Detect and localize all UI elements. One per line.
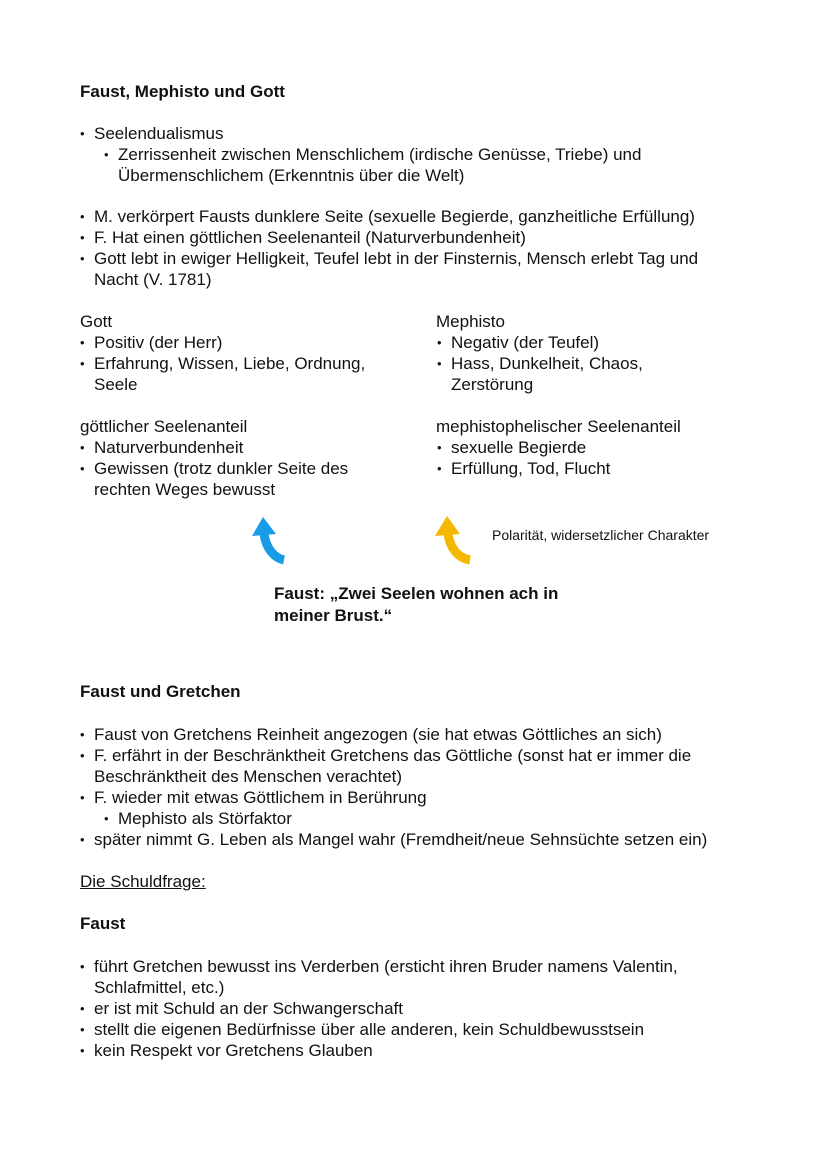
list-item: • F. erfährt in der Beschränktheit Gretchens das Göttliche (sonst hat er immer die (80, 746, 692, 765)
quote-line: meiner Brust.“ (274, 606, 393, 625)
section-heading-faust-und-gretchen: Faust und Gretchen (80, 682, 241, 701)
list-item-continuation: Zerstörung (451, 375, 534, 394)
list-item-continuation: Seele (94, 375, 138, 394)
list-item: • stellt die eigenen Bedürfnisse über alle anderen, kein Schuldbewusstsein (80, 1020, 645, 1039)
list-item: • Negativ (der Teufel) (437, 333, 600, 352)
list-item: • sexuelle Begierde (437, 438, 587, 457)
list-item: • F. Hat einen göttlichen Seelenanteil (Naturverbundenheit) (80, 228, 526, 247)
list-item: • später nimmt G. Leben als Mangel wahr (Fremdheit/neue Sehnsüchte setzen ein) (80, 830, 708, 849)
column-subtitle-goettlicher-seelenanteil: göttlicher Seelenanteil (80, 417, 248, 436)
arrow-annotation: Polarität, widersetzlicher Charakter (492, 527, 710, 543)
list-item-continuation: rechten Weges bewusst (94, 480, 276, 499)
quote-line: Faust: „Zwei Seelen wohnen ach in (274, 584, 559, 603)
list-item: • Naturverbundenheit (80, 438, 244, 457)
list-item: • Erfahrung, Wissen, Liebe, Ordnung, (80, 354, 366, 373)
list-item: • Faust von Gretchens Reinheit angezogen (sie hat etwas Göttliches an sich) (80, 725, 662, 744)
list-item-continuation: Beschränktheit des Menschen verachtet) (94, 767, 403, 786)
column-subtitle-mephistophelischer-seelenanteil: mephistophelischer Seelenanteil (436, 417, 681, 436)
list-item-continuation: Nacht (V. 1781) (94, 270, 212, 289)
list-item: • er ist mit Schuld an der Schwangerschaft (80, 999, 403, 1018)
list-item: • führt Gretchen bewusst ins Verderben (ersticht ihren Bruder namens Valentin, (80, 957, 678, 976)
list-item: • F. wieder mit etwas Göttlichem in Berührung (80, 788, 427, 807)
curved-arrow-up-yellow-icon (426, 508, 476, 568)
list-item: • Mephisto als Störfaktor (104, 809, 292, 828)
list-item: • Seelendualismus (80, 124, 224, 143)
list-item: • Erfüllung, Tod, Flucht (437, 459, 611, 478)
list-item: • Hass, Dunkelheit, Chaos, (437, 354, 643, 373)
list-item: • kein Respekt vor Gretchens Glauben (80, 1041, 373, 1060)
list-item: • Zerrissenheit zwischen Menschlichem (irdische Genüsse, Triebe) und (104, 145, 642, 164)
list-item: • Gott lebt in ewiger Helligkeit, Teufel lebt in der Finsternis, Mensch erlebt Tag und (80, 249, 699, 268)
list-item: • Gewissen (trotz dunkler Seite des (80, 459, 349, 478)
column-title-mephisto: Mephisto (436, 312, 505, 331)
section-heading-faust-mephisto-gott: Faust, Mephisto und Gott (80, 82, 285, 101)
subsection-heading-faust: Faust (80, 914, 126, 933)
subsection-label-schuldfrage: Die Schuldfrage: (80, 872, 206, 891)
list-item: • M. verkörpert Fausts dunklere Seite (sexuelle Begierde, ganzheitliche Erfüllung) (80, 207, 695, 226)
curved-arrow-up-blue-icon (244, 508, 294, 568)
list-item: • Positiv (der Herr) (80, 333, 223, 352)
list-item-continuation: Schlafmittel, etc.) (94, 978, 225, 997)
list-item-continuation: Übermenschlichem (Erkenntnis über die Welt) (118, 166, 465, 185)
column-title-gott: Gott (80, 312, 113, 331)
